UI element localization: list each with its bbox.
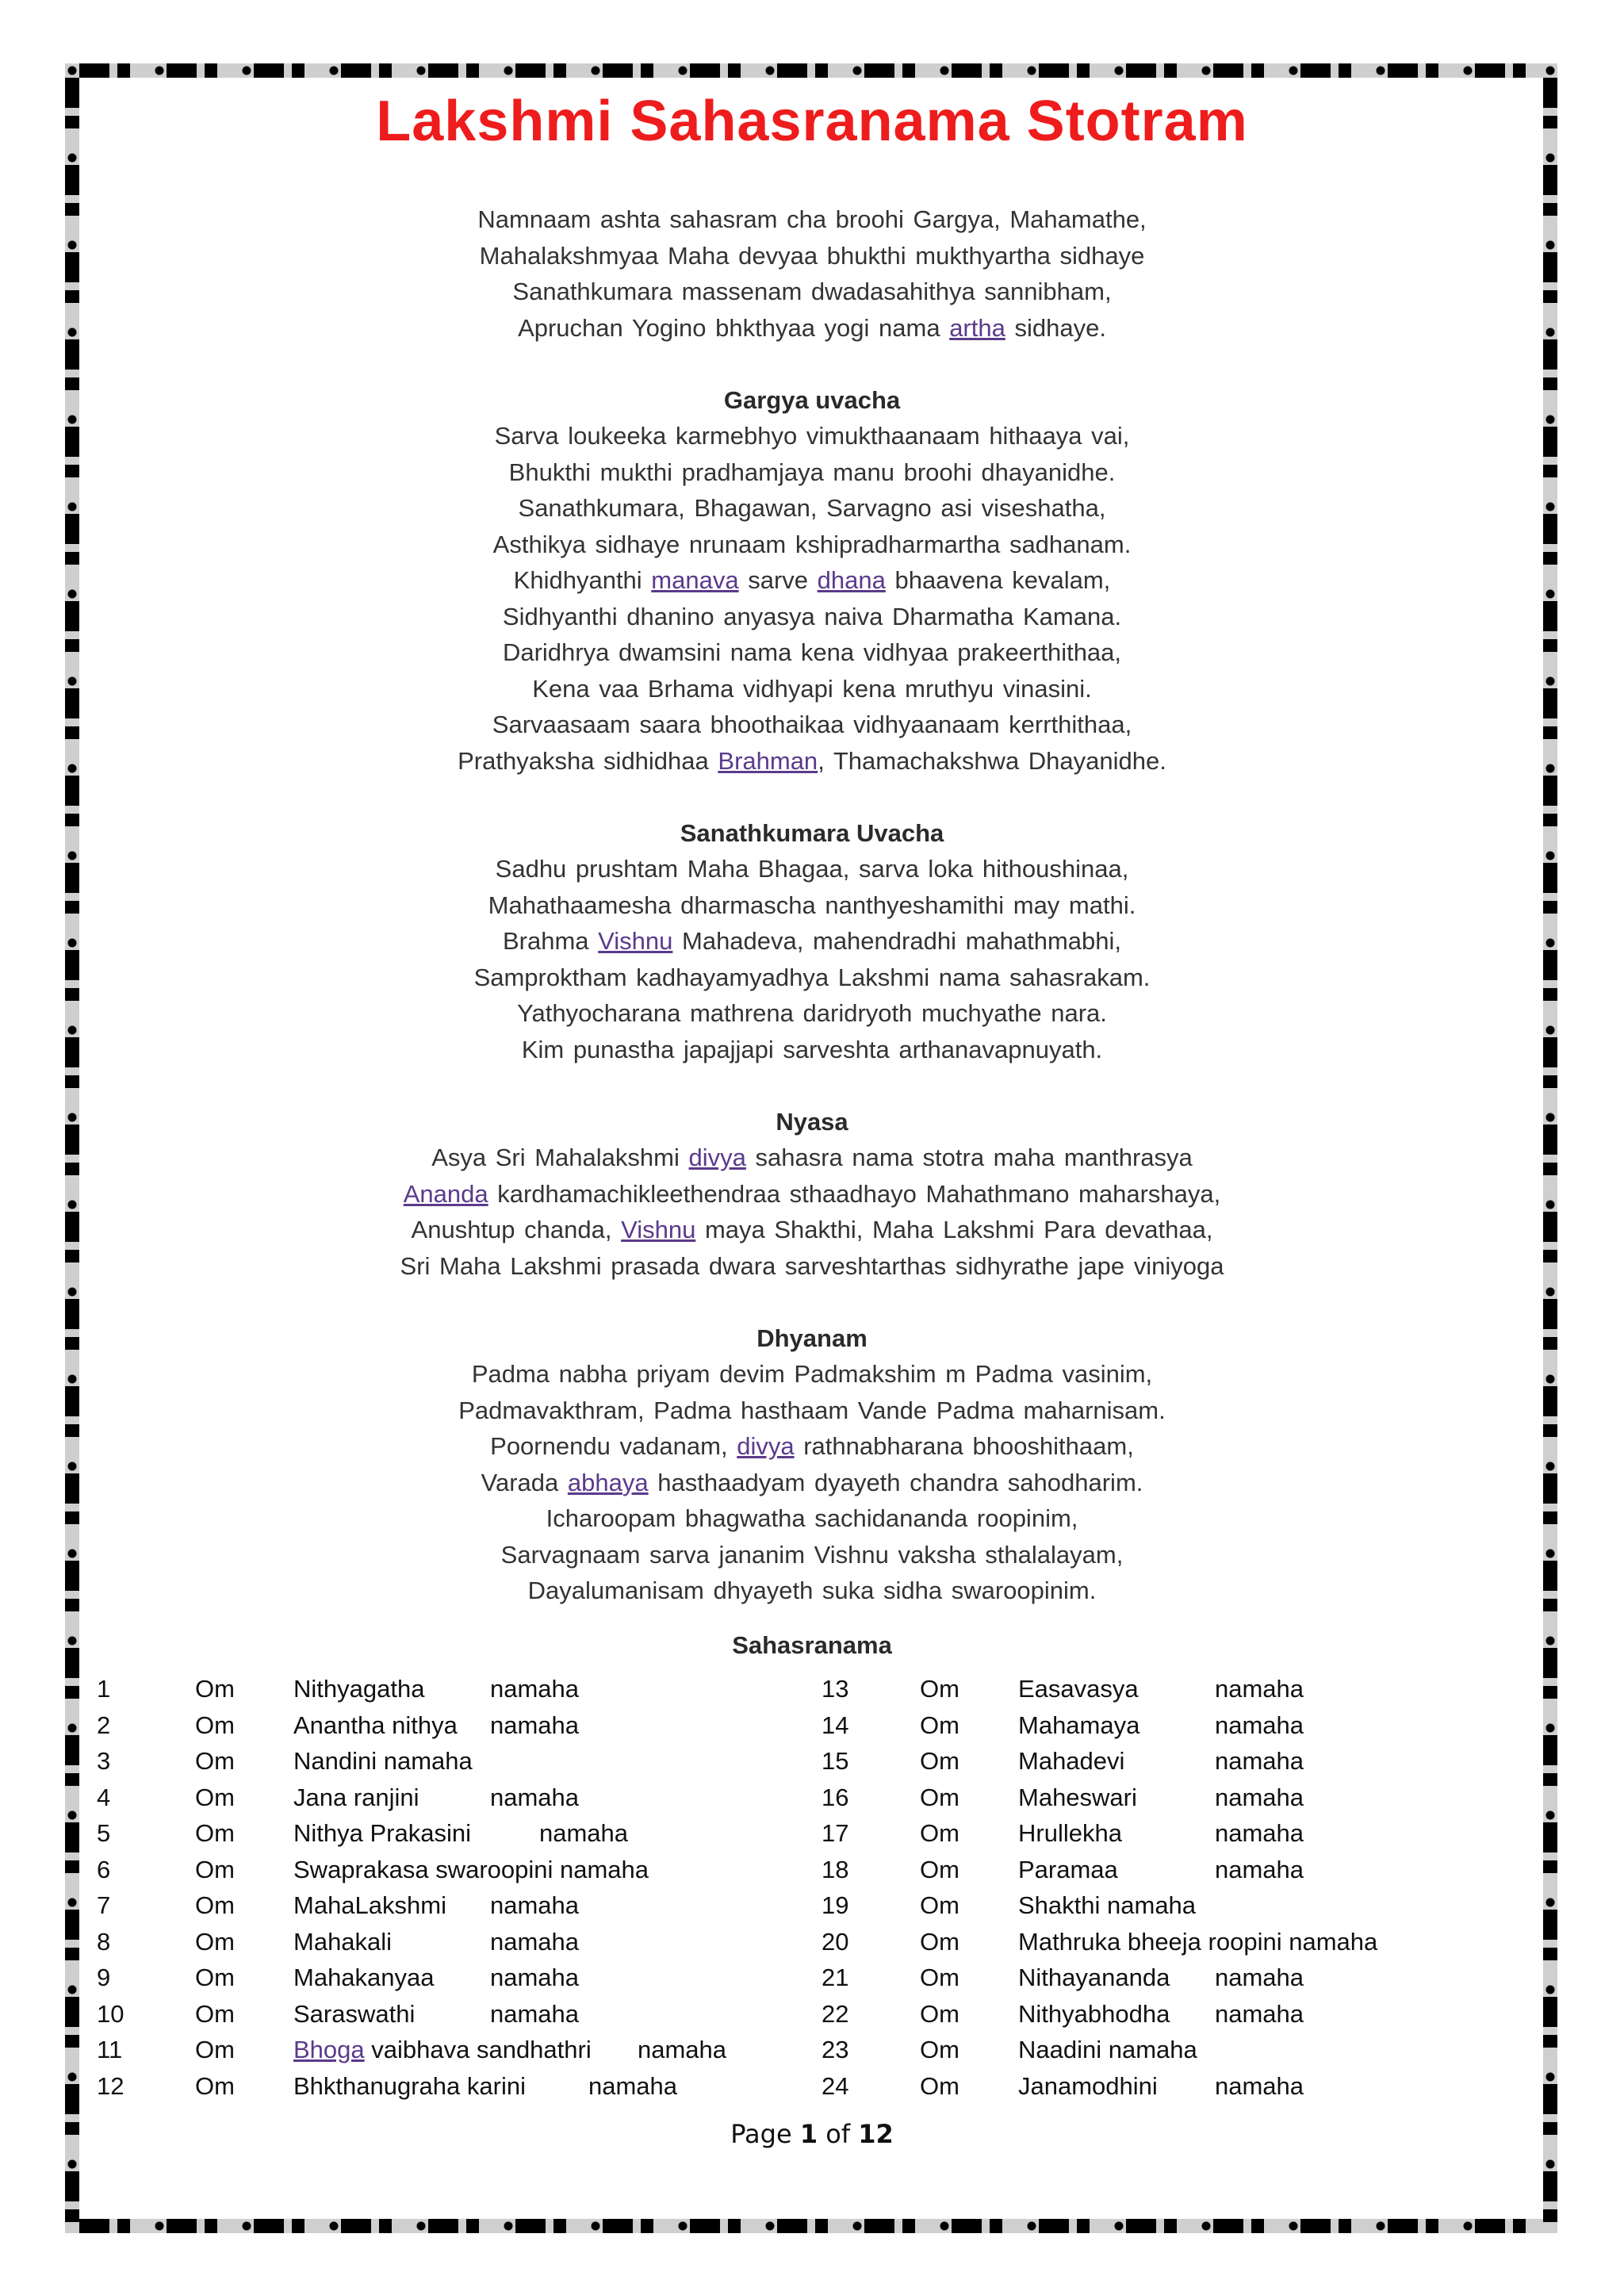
namaha-label: namaha (490, 1891, 580, 1919)
om-label: Om (920, 1855, 959, 1883)
namaha-label: namaha (490, 1675, 580, 1703)
divine-name (293, 1924, 392, 1960)
verse-text: Sanathkumara, Bhagawan, Sarvagno asi viseshatha, (518, 494, 1106, 522)
divine-name (293, 1852, 649, 1888)
namaha-label: namaha (1215, 1855, 1304, 1883)
name-row (97, 1671, 795, 1707)
divine-name-text: Mahadevi (1018, 1747, 1125, 1775)
verse-text: Yathyocharana mathrena daridryoth muchyathe nara. (517, 999, 1107, 1027)
sahasranama-heading: Sahasranama (732, 1631, 892, 1659)
verse-line (119, 599, 1505, 635)
verse-text: sidhaye. (1005, 313, 1106, 342)
verse-text: Khidhyanthi (513, 566, 652, 594)
verse-text: Sarvagnaam sarva jananim Vishnu vaksha sthalalayam, (500, 1540, 1124, 1569)
name-number: 13 (822, 1675, 849, 1703)
name-row (97, 1887, 795, 1924)
name-row (97, 2032, 795, 2068)
divine-name (293, 1996, 415, 2033)
name-number: 3 (97, 1747, 111, 1775)
verse-text: Daridhrya dwamsini nama kena vidhyaa prakeerthithaa, (502, 638, 1122, 666)
om-label: Om (195, 1891, 235, 1919)
verse-line (119, 527, 1505, 563)
name-number: 5 (97, 1819, 111, 1847)
name-row (97, 1924, 795, 1960)
divine-name (1018, 1924, 1377, 1960)
footer-of-label: of (825, 2119, 851, 2149)
name-number: 2 (97, 1711, 111, 1739)
verse-text: Dayalumanisam dhyayeth suka sidha swaroopinim. (527, 1577, 1097, 1604)
namaha-label: namaha (1215, 1819, 1304, 1847)
name-row (97, 1743, 795, 1780)
divine-name-text: Shakthi namaha (1018, 1891, 1197, 1919)
page-border-right (1543, 63, 1557, 2233)
divine-name-text: Hrullekha (1018, 1819, 1122, 1847)
sahasranama-table-right (822, 1671, 1519, 2104)
page-border-bottom (65, 2219, 1557, 2233)
name-row (822, 2068, 1519, 2105)
divine-name (1018, 1671, 1139, 1707)
name-number: 6 (97, 1855, 111, 1883)
verse-line (119, 1465, 1505, 1501)
verse-line (119, 960, 1505, 996)
verse-text: Icharoopam bhagwatha sachidananda roopinim, (546, 1504, 1078, 1532)
divine-name (1018, 2032, 1197, 2068)
glossary-link[interactable]: artha (949, 313, 1005, 342)
name-row (822, 1780, 1519, 1816)
namaha-label: namaha (1215, 1964, 1304, 1991)
name-row (822, 1924, 1519, 1960)
divine-name-text: Easavasya (1018, 1675, 1139, 1703)
glossary-link[interactable]: manava (651, 566, 739, 594)
namaha-label: namaha (490, 1711, 580, 1739)
namaha-label: namaha (1215, 1747, 1304, 1775)
glossary-link[interactable]: Vishnu (598, 927, 673, 955)
name-number: 23 (822, 2036, 849, 2063)
verse-line (119, 562, 1505, 599)
om-label: Om (920, 1999, 959, 2028)
name-row (822, 2032, 1519, 2068)
om-label: Om (195, 1675, 235, 1703)
name-row (97, 1780, 795, 1816)
divine-name-text: Nithayananda (1018, 1964, 1170, 1991)
om-label: Om (195, 2071, 235, 2100)
om-label: Om (920, 1819, 959, 1847)
verse-line (119, 1248, 1505, 1285)
name-number: 21 (822, 1964, 849, 1991)
verse-line (119, 454, 1505, 491)
om-label: Om (920, 1675, 959, 1703)
verse-text: Anushtup chanda, (411, 1216, 622, 1243)
divine-name (293, 2068, 526, 2105)
verse-line (119, 1573, 1505, 1609)
name-number: 22 (822, 1999, 849, 2028)
verse-line (119, 201, 1505, 238)
name-row (97, 1960, 795, 1996)
verse-line (119, 743, 1505, 780)
divine-name-text: Bhkthanugraha karini (293, 2071, 526, 2100)
divine-name (1018, 1780, 1137, 1816)
om-label: Om (920, 1783, 959, 1811)
divine-name (293, 1707, 458, 1744)
om-label: Om (920, 1747, 959, 1775)
verse-line (119, 634, 1505, 671)
verse-line (119, 1500, 1505, 1537)
namaha-label: namaha (539, 1819, 629, 1847)
divine-name-text: Paramaa (1018, 1855, 1118, 1883)
document-title: Lakshmi Sahasranama Stotram (376, 90, 1248, 153)
verse-text: maya Shakthi, Maha Lakshmi Para devathaa, (695, 1216, 1213, 1243)
verse-text: Sadhu prushtam Maha Bhagaa, sarva loka hithoushinaa, (495, 855, 1129, 883)
om-label: Om (195, 1855, 235, 1883)
name-row (822, 1815, 1519, 1852)
divine-name (293, 1815, 471, 1852)
divine-name-text: MahaLakshmi (293, 1891, 446, 1919)
om-label: Om (195, 1999, 235, 2028)
verse-text: Mahadeva, mahendradhi mahathmabhi, (672, 927, 1122, 955)
divine-name-text: Nithyagatha (293, 1675, 425, 1703)
sahasranama-table-left (97, 1671, 795, 2104)
page-border-left (65, 63, 79, 2233)
om-label: Om (920, 2036, 959, 2063)
footer-total-pages: 12 (858, 2119, 894, 2149)
namaha-label: namaha (1215, 1675, 1304, 1703)
namaha-label: namaha (1215, 1783, 1304, 1811)
section-heading: Gargya uvacha (723, 385, 901, 414)
namaha-label: namaha (638, 2036, 727, 2063)
verse-line (119, 1212, 1505, 1248)
om-label: Om (920, 1711, 959, 1739)
footer-page-label: Page (730, 2119, 792, 2149)
om-label: Om (195, 1964, 235, 1991)
divine-name (293, 1780, 419, 1816)
verse-line (119, 1537, 1505, 1573)
name-row (822, 1671, 1519, 1707)
divine-name (1018, 1852, 1118, 1888)
divine-name (1018, 1996, 1170, 2033)
verse-text: Varada (481, 1468, 568, 1496)
page-footer (0, 2119, 1624, 2149)
verse-text: Poornendu vadanam, (490, 1432, 737, 1460)
name-number: 17 (822, 1819, 849, 1847)
name-number: 11 (97, 2036, 123, 2063)
verse-text: Sanathkumara massenam dwadasahithya sannibham, (512, 278, 1112, 305)
divine-name (1018, 1707, 1139, 1744)
divine-name-text: Swaprakasa swaroopini namaha (293, 1855, 649, 1883)
divine-name-text: Janamodhini (1018, 2071, 1158, 2100)
name-row (97, 1815, 795, 1852)
divine-name (293, 2032, 592, 2068)
name-row (97, 2068, 795, 2105)
name-row (822, 1707, 1519, 1744)
verse-text: Bhukthi mukthi pradhamjaya manu broohi dhayanidhe. (508, 458, 1116, 486)
name-row (97, 1707, 795, 1744)
section-heading: Sanathkumara Uvacha (680, 818, 944, 847)
verse-content (119, 201, 1505, 1609)
verse-text: rathnabharana bhooshithaam, (794, 1432, 1134, 1460)
name-number: 20 (822, 1927, 849, 1956)
om-label: Om (195, 1819, 235, 1847)
name-row (97, 1852, 795, 1888)
om-label: Om (920, 1964, 959, 1991)
page-border-top (65, 63, 1557, 78)
verse-text: Namnaam ashta sahasram cha broohi Gargya, Mahamathe, (477, 205, 1147, 233)
divine-name-text: Naadini namaha (1018, 2036, 1197, 2063)
name-number: 18 (822, 1855, 849, 1883)
footer-current-page: 1 (799, 2119, 818, 2149)
om-label: Om (920, 1891, 959, 1919)
name-number: 4 (97, 1783, 111, 1811)
verse-line (119, 1032, 1505, 1068)
namaha-label: namaha (490, 1927, 580, 1956)
divine-name (293, 1887, 446, 1924)
name-row (822, 1852, 1519, 1888)
glossary-link[interactable]: Bhoga (293, 2036, 365, 2063)
glossary-link[interactable]: divya (688, 1144, 746, 1171)
verse-text: Samproktham kadhayamyadhya Lakshmi nama sahasrakam. (473, 963, 1151, 991)
divine-name-text: Mahamaya (1018, 1711, 1140, 1739)
om-label: Om (195, 1711, 235, 1739)
divine-name (293, 1960, 435, 1996)
name-row (822, 1996, 1519, 2033)
name-number: 15 (822, 1747, 849, 1775)
divine-name (1018, 1887, 1196, 1924)
verse-line (119, 1356, 1505, 1393)
divine-name-text: Maheswari (1018, 1783, 1137, 1811)
divine-name-text: Jana ranjini (293, 1783, 419, 1811)
verse-text: Asya Sri Mahalakshmi (431, 1144, 689, 1171)
divine-name-text: Anantha nithya (293, 1711, 458, 1739)
om-label: Om (920, 2071, 959, 2100)
name-number: 16 (822, 1783, 849, 1811)
verse-line (119, 238, 1505, 274)
verse-text: Sarva loukeeka karmebhyo vimukthaanaam hithaaya vai, (494, 422, 1130, 450)
divine-name (293, 1743, 473, 1780)
verse-line (119, 418, 1505, 454)
verse-text: hasthaadyam dyayeth chandra sahodharim. (648, 1468, 1143, 1496)
divine-name-text: Mahakali (293, 1927, 393, 1956)
stanza-gap (119, 346, 1505, 382)
namaha-label: namaha (490, 1999, 580, 2028)
glossary-link[interactable]: Ananda (403, 1179, 488, 1208)
om-label: Om (195, 1927, 235, 1956)
divine-name-text: Mahakanyaa (293, 1964, 435, 1991)
om-label: Om (195, 1783, 235, 1811)
glossary-link[interactable]: Vishnu (621, 1216, 696, 1243)
verse-line (119, 490, 1505, 527)
verse-text: Mahathaamesha dharmascha nanthyeshamithi may mathi. (488, 891, 1136, 919)
verse-text: sahasra nama stotra maha manthrasya (745, 1144, 1193, 1171)
stanza-gap (119, 779, 1505, 815)
verse-text: Prathyaksha sidhidhaa (458, 746, 718, 775)
namaha-label: namaha (490, 1964, 580, 1991)
verse-text: Kena vaa Brhama vidhyapi kena mruthyu vinasini. (532, 674, 1092, 703)
verse-line (119, 310, 1505, 347)
verse-text: Padmavakthram, Padma hasthaam Vande Padma maharnisam. (458, 1396, 1166, 1424)
verse-line (119, 707, 1505, 743)
name-row (822, 1960, 1519, 1996)
verse-line (119, 887, 1505, 924)
divine-name-text: Nithyabhodha (1018, 1999, 1170, 2028)
namaha-label: namaha (490, 1783, 580, 1811)
divine-name-text: vaibhava sandhathri (364, 2036, 592, 2063)
glossary-link[interactable]: divya (737, 1432, 795, 1460)
name-row (822, 1743, 1519, 1780)
name-number: 9 (97, 1964, 111, 1991)
verse-line (119, 1176, 1505, 1213)
name-number: 24 (822, 2071, 849, 2100)
name-row (97, 1996, 795, 2033)
divine-name (1018, 1960, 1170, 1996)
namaha-label: namaha (588, 2071, 678, 2100)
divine-name-text: Nandini namaha (293, 1747, 473, 1775)
section-heading: Dhyanam (756, 1324, 868, 1352)
name-number: 14 (822, 1711, 849, 1739)
namaha-label: namaha (1215, 1999, 1304, 2028)
verse-text: Mahalakshmyaa Maha devyaa bhukthi mukthyartha sidhaye (479, 241, 1145, 270)
name-number: 8 (97, 1927, 111, 1956)
name-number: 19 (822, 1891, 849, 1919)
glossary-link[interactable]: Brahman (718, 746, 818, 775)
verse-line (119, 923, 1505, 960)
om-label: Om (920, 1927, 959, 1956)
glossary-link[interactable]: abhaya (567, 1468, 649, 1496)
divine-name (1018, 1743, 1124, 1780)
om-label: Om (195, 2036, 235, 2063)
verse-text: kardhamachikleethendraa sthaadhayo Mahathmano maharshaya, (488, 1179, 1221, 1208)
verse-line (119, 1393, 1505, 1429)
verse-text: Sidhyanthi dhanino anyasya naiva Dharmatha Kamana. (502, 602, 1122, 630)
name-number: 7 (97, 1891, 111, 1919)
name-number: 12 (97, 2071, 124, 2100)
divine-name-text: Nithya Prakasini (293, 1819, 471, 1847)
verse-line (119, 671, 1505, 707)
namaha-label: namaha (1215, 2071, 1304, 2100)
verse-line (119, 995, 1505, 1032)
verse-text: Apruchan Yogino bhkthyaa yogi nama (518, 313, 950, 342)
name-row (822, 1887, 1519, 1924)
verse-text: bhaavena kevalam, (885, 566, 1111, 594)
om-label: Om (195, 1747, 235, 1775)
verse-text: Asthikya sidhaye nrunaam kshipradharmartha sadhanam. (492, 530, 1132, 558)
namaha-label: namaha (1215, 1711, 1304, 1739)
verse-line (119, 1140, 1505, 1176)
name-number: 1 (97, 1675, 111, 1703)
verse-line (119, 274, 1505, 310)
stanza-gap (119, 1284, 1505, 1320)
verse-text: Kim punastha japajjapi sarveshta arthanavapnuyath. (521, 1035, 1103, 1063)
verse-text: sarve (738, 566, 818, 594)
section-heading: Nyasa (776, 1107, 848, 1136)
divine-name-text: Saraswathi (293, 1999, 416, 2028)
verse-text: Sarvaasaam saara bhoothaikaa vidhyaanaam kerrthithaa, (492, 711, 1132, 738)
divine-name (1018, 1815, 1122, 1852)
verse-line (119, 851, 1505, 887)
divine-name-text: Mathruka bheeja roopini namaha (1018, 1927, 1378, 1956)
verse-text: , Thamachakshwa Dhayanidhe. (818, 746, 1166, 775)
name-number: 10 (97, 1999, 124, 2028)
divine-name (293, 1671, 424, 1707)
verse-line (119, 1428, 1505, 1465)
verse-text: Brahma (502, 927, 599, 955)
verse-text: Sri Maha Lakshmi prasada dwara sarveshtarthas sidhyrathe jape viniyoga (400, 1251, 1224, 1280)
stanza-gap (119, 1067, 1505, 1104)
divine-name (1018, 2068, 1158, 2105)
glossary-link[interactable]: dhana (817, 566, 886, 594)
verse-text: Padma nabha priyam devim Padmakshim m Padma vasinim, (471, 1360, 1153, 1388)
